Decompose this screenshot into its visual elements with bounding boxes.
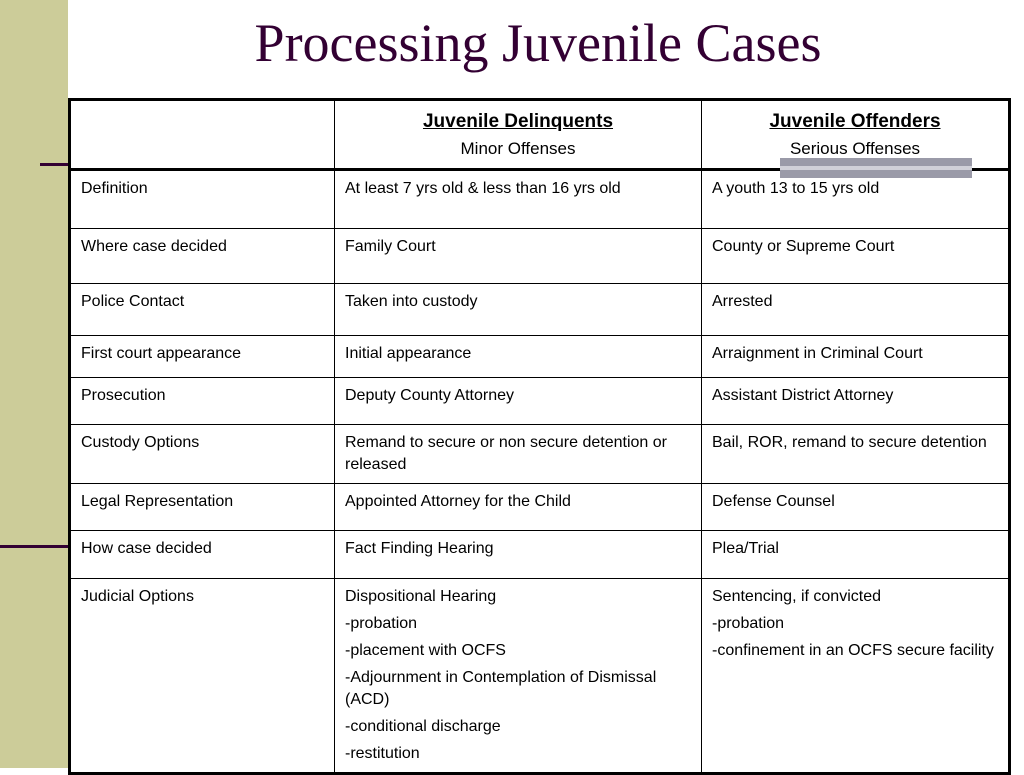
offenders-cell-line: A youth 13 to 15 yrs old [712, 180, 880, 197]
delinquents-cell-line: -conditional discharge [345, 718, 501, 735]
delinquents-cell [335, 579, 702, 774]
header-delinquents-title: Juvenile Delinquents [422, 111, 614, 132]
header-offenders-subtitle: Serious Offenses [789, 139, 921, 158]
delinquents-cell-line: Family Court [345, 238, 436, 255]
offenders-cell [702, 229, 1010, 284]
table-body [70, 170, 1010, 774]
header-empty-cell [70, 100, 335, 170]
delinquents-cell [335, 484, 702, 531]
table-row [70, 378, 1010, 425]
offenders-cell [702, 336, 1010, 378]
table-row [70, 484, 1010, 531]
offenders-cell-line: Plea/Trial [712, 540, 779, 557]
offenders-cell-line: -probation [712, 615, 785, 632]
offenders-cell-line: Arraignment in Criminal Court [712, 345, 923, 362]
delinquents-cell-line: Deputy County Attorney [345, 387, 514, 404]
delinquents-cell-line: Fact Finding Hearing [345, 540, 494, 557]
accent-rule-top [40, 163, 70, 166]
header-offenders-title: Juvenile Offenders [769, 111, 941, 132]
row-label: How case decided [70, 531, 335, 579]
row-label: Definition [70, 170, 335, 229]
row-label: Judicial Options [70, 579, 335, 774]
offenders-cell [702, 170, 1010, 229]
delinquents-cell-line: -Adjournment in Contemplation of Dismissal (ACD) [345, 669, 657, 708]
table-row [70, 284, 1010, 336]
accent-rule-bottom [0, 545, 70, 548]
delinquents-cell-line: -restitution [345, 745, 420, 762]
table-row [70, 425, 1010, 484]
offenders-cell-line: Assistant District Attorney [712, 387, 894, 404]
table-row [70, 579, 1010, 774]
offenders-cell [702, 579, 1010, 774]
delinquents-cell-line: Initial appearance [345, 345, 472, 362]
table-row [70, 336, 1010, 378]
table-row [70, 170, 1010, 229]
row-label: First court appearance [70, 336, 335, 378]
delinquents-cell-line: -probation [345, 615, 418, 632]
row-label: Where case decided [70, 229, 335, 284]
side-accent-bar [0, 0, 68, 768]
offenders-cell-line: County or Supreme Court [712, 238, 895, 255]
delinquents-cell [335, 170, 702, 229]
delinquents-cell [335, 531, 702, 579]
delinquents-cell-line: Remand to secure or non secure detention or released [345, 434, 667, 473]
offenders-cell [702, 378, 1010, 425]
comparison-table [68, 98, 1011, 775]
delinquents-cell-line: Appointed Attorney for the Child [345, 493, 571, 510]
offenders-cell-line: Sentencing, if convicted [712, 588, 881, 605]
header-highlight-bar [780, 158, 972, 178]
slide-title: Processing Juvenile Cases [254, 13, 822, 73]
row-label: Police Contact [70, 284, 335, 336]
row-label: Prosecution [70, 378, 335, 425]
offenders-cell-line: Defense Counsel [712, 493, 835, 510]
delinquents-cell [335, 229, 702, 284]
offenders-cell-line: Bail, ROR, remand to secure detention [712, 434, 987, 451]
offenders-cell [702, 531, 1010, 579]
offenders-cell-line: Arrested [712, 293, 773, 310]
table-row [70, 229, 1010, 284]
header-delinquents-subtitle: Minor Offenses [460, 139, 576, 158]
delinquents-cell [335, 425, 702, 484]
offenders-cell-line: -confinement in an OCFS secure facility [712, 642, 994, 659]
delinquents-cell-line: Taken into custody [345, 293, 478, 310]
delinquents-cell [335, 284, 702, 336]
offenders-cell [702, 284, 1010, 336]
offenders-cell [702, 425, 1010, 484]
table-row [70, 531, 1010, 579]
row-label: Custody Options [70, 425, 335, 484]
offenders-cell [702, 484, 1010, 531]
delinquents-cell [335, 336, 702, 378]
delinquents-cell-line: -placement with OCFS [345, 642, 506, 659]
delinquents-cell-line: At least 7 yrs old & less than 16 yrs old [345, 180, 621, 197]
row-label: Legal Representation [70, 484, 335, 531]
header-delinquents [335, 100, 702, 170]
delinquents-cell-line: Dispositional Hearing [345, 588, 497, 605]
delinquents-cell [335, 378, 702, 425]
